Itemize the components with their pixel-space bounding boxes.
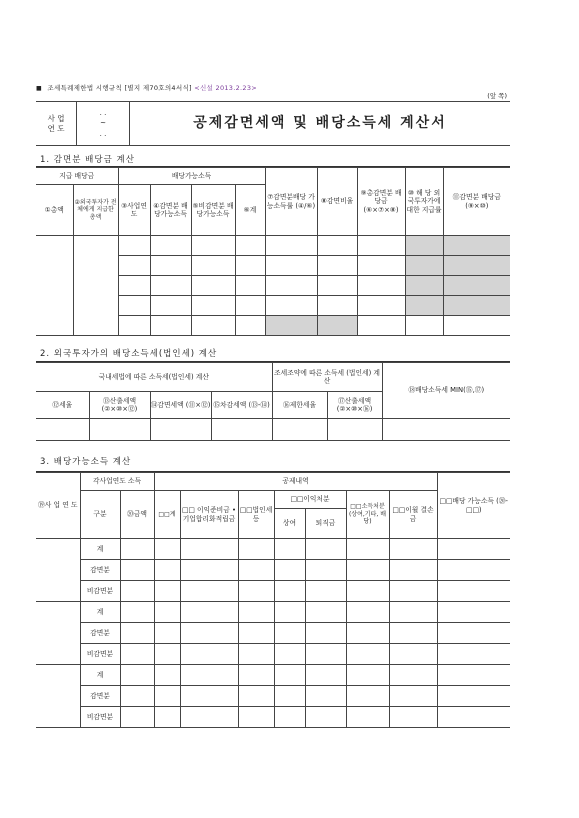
cell[interactable] bbox=[118, 276, 150, 296]
row-label: 계 bbox=[80, 539, 120, 560]
cell[interactable] bbox=[443, 316, 510, 336]
title-table bbox=[36, 101, 510, 146]
shaded-cell bbox=[405, 276, 443, 296]
cell[interactable] bbox=[265, 256, 317, 276]
date-tilde: ~ bbox=[100, 119, 106, 128]
cell[interactable] bbox=[317, 236, 357, 256]
cell[interactable] bbox=[154, 602, 180, 623]
col21-header: □□계 bbox=[154, 491, 180, 539]
cell[interactable] bbox=[180, 623, 238, 644]
cell[interactable] bbox=[120, 686, 154, 707]
document-title: 공제감면세액 및 배당소득세 계산서 bbox=[130, 102, 511, 146]
cell[interactable] bbox=[235, 276, 265, 296]
col9-header: ⑨총감면분 배당금 (⑥×⑦×⑧) bbox=[357, 168, 405, 236]
cell[interactable] bbox=[191, 236, 235, 256]
cell[interactable] bbox=[265, 276, 317, 296]
cell[interactable] bbox=[305, 560, 346, 581]
cell[interactable] bbox=[389, 623, 437, 644]
cell[interactable] bbox=[346, 707, 389, 728]
col27-header: □□이월 결손금 bbox=[389, 491, 437, 539]
cell[interactable] bbox=[238, 686, 274, 707]
retirement-header: 퇴직금 bbox=[305, 509, 346, 539]
col17-header: ⑰산출세액 (②×⑩×⑯) bbox=[327, 392, 382, 419]
section2-row bbox=[36, 419, 510, 441]
cell[interactable] bbox=[305, 602, 346, 623]
cell[interactable] bbox=[180, 686, 238, 707]
regulation-header bbox=[36, 83, 257, 92]
cell[interactable] bbox=[238, 602, 274, 623]
cell[interactable] bbox=[357, 236, 405, 256]
row-label: 비감면분 bbox=[80, 644, 120, 665]
cell[interactable] bbox=[150, 316, 191, 336]
revision-text: <신설 2013.2.23> bbox=[194, 84, 258, 92]
year-cell[interactable] bbox=[36, 602, 80, 665]
cell[interactable] bbox=[238, 560, 274, 581]
cell[interactable] bbox=[305, 581, 346, 602]
cell[interactable] bbox=[305, 686, 346, 707]
treaty-tax-header: 조세조약에 따른 소득세 (법인세) 계산 bbox=[272, 363, 382, 392]
cell[interactable] bbox=[437, 644, 510, 665]
table-row bbox=[36, 686, 510, 707]
col16-header: ⑯제한세율 bbox=[272, 392, 327, 419]
cell[interactable] bbox=[211, 419, 272, 441]
cell[interactable] bbox=[235, 256, 265, 276]
cell[interactable] bbox=[346, 623, 389, 644]
cell[interactable] bbox=[120, 602, 154, 623]
cell[interactable] bbox=[389, 644, 437, 665]
col23-header: □□법인세등 bbox=[238, 491, 274, 539]
shaded-cell bbox=[443, 256, 510, 276]
shaded-cell bbox=[405, 256, 443, 276]
cell[interactable] bbox=[120, 644, 154, 665]
row-label: 계 bbox=[80, 665, 120, 686]
cell[interactable] bbox=[317, 276, 357, 296]
table-row bbox=[36, 560, 510, 581]
cell[interactable] bbox=[346, 602, 389, 623]
year-cell[interactable] bbox=[36, 665, 80, 728]
cell[interactable] bbox=[120, 707, 154, 728]
cell[interactable] bbox=[389, 560, 437, 581]
square-icon: ■ bbox=[36, 85, 42, 92]
total-amount-cell[interactable] bbox=[36, 236, 73, 336]
payment-dividend-header: 지급 배당금 bbox=[36, 168, 118, 185]
col15-header: ⑮차감세액 (⑬-⑭) bbox=[211, 392, 272, 419]
page-indicator: (앞 쪽) bbox=[487, 92, 507, 100]
cell[interactable] bbox=[265, 296, 317, 316]
cell[interactable] bbox=[154, 644, 180, 665]
cell[interactable] bbox=[191, 316, 235, 336]
cell[interactable] bbox=[150, 276, 191, 296]
cell[interactable] bbox=[305, 707, 346, 728]
cell[interactable] bbox=[437, 623, 510, 644]
col26-header: □□소득처분 (상여,기타, 배 당) bbox=[346, 491, 389, 539]
table-row bbox=[36, 623, 510, 644]
category-header: 구분 bbox=[80, 491, 120, 539]
cell[interactable] bbox=[346, 686, 389, 707]
table-row bbox=[36, 581, 510, 602]
cell[interactable] bbox=[180, 560, 238, 581]
col7-header: ⑦감면분배당 가능소득률 (④/⑥) bbox=[265, 168, 317, 236]
col19-header: ⑲사 업 연 도 bbox=[36, 473, 80, 539]
cell[interactable] bbox=[238, 581, 274, 602]
profit-disposal-header: □□이익처분 bbox=[274, 491, 346, 509]
col10-header: ⑩ 해 당 외국투자가에 대한 지급률 bbox=[405, 168, 443, 236]
domestic-tax-header: 국내세법에 따른 소득세(법인세) 계산 bbox=[36, 363, 272, 392]
col11-header: ⑪감면분 배당금 (⑨×⑩) bbox=[443, 168, 510, 236]
cell[interactable] bbox=[265, 236, 317, 256]
cell[interactable] bbox=[180, 602, 238, 623]
date-to: . . bbox=[99, 129, 107, 138]
cell[interactable] bbox=[437, 686, 510, 707]
col28-header: □□배당 가능소득 (⑳-□□) bbox=[437, 473, 510, 539]
section2-table bbox=[36, 362, 510, 441]
cell[interactable] bbox=[180, 707, 238, 728]
row-label: 비감면분 bbox=[80, 581, 120, 602]
cell[interactable] bbox=[118, 236, 150, 256]
col4-header: ④감면분 배당가능소득 bbox=[150, 185, 191, 236]
cell[interactable] bbox=[274, 581, 305, 602]
shaded-cell bbox=[265, 316, 317, 336]
shaded-cell bbox=[443, 276, 510, 296]
cell[interactable] bbox=[120, 539, 154, 560]
table-row bbox=[36, 539, 510, 560]
cell[interactable] bbox=[238, 707, 274, 728]
regulation-text: 조세특례제한법 시행규칙 [별지 제70호의4서식] bbox=[47, 84, 192, 92]
cell[interactable] bbox=[235, 236, 265, 256]
row-label: 감면분 bbox=[80, 560, 120, 581]
col12-header: ⑫세율 bbox=[36, 392, 89, 419]
cell[interactable] bbox=[150, 419, 211, 441]
cell[interactable] bbox=[346, 539, 389, 560]
cell[interactable] bbox=[191, 296, 235, 316]
section2-heading: 2. 외국투자가의 배당소득세(법인세) 계산 bbox=[40, 349, 218, 359]
cell[interactable] bbox=[274, 539, 305, 560]
cell[interactable] bbox=[191, 256, 235, 276]
cell[interactable] bbox=[154, 539, 180, 560]
cell[interactable] bbox=[389, 686, 437, 707]
table-row bbox=[36, 707, 510, 728]
cell[interactable] bbox=[120, 560, 154, 581]
cell[interactable] bbox=[274, 644, 305, 665]
cell[interactable] bbox=[437, 665, 510, 686]
row-label: 비감면분 bbox=[80, 707, 120, 728]
cell[interactable] bbox=[180, 581, 238, 602]
cell[interactable] bbox=[305, 665, 346, 686]
section3-heading: 3. 배당가능소득 계산 bbox=[40, 457, 132, 467]
table-row bbox=[36, 665, 510, 686]
cell[interactable] bbox=[389, 539, 437, 560]
cell[interactable] bbox=[238, 539, 274, 560]
cell[interactable] bbox=[317, 296, 357, 316]
cell[interactable] bbox=[150, 256, 191, 276]
section1-table bbox=[36, 167, 510, 336]
cell[interactable] bbox=[120, 623, 154, 644]
col20-header: ⑳금액 bbox=[120, 491, 154, 539]
cell[interactable] bbox=[154, 665, 180, 686]
cell[interactable] bbox=[317, 256, 357, 276]
cell[interactable] bbox=[154, 623, 180, 644]
cell[interactable] bbox=[346, 665, 389, 686]
cell[interactable] bbox=[382, 419, 510, 441]
cell[interactable] bbox=[150, 236, 191, 256]
cell[interactable] bbox=[180, 539, 238, 560]
cell[interactable] bbox=[346, 560, 389, 581]
cell[interactable] bbox=[389, 707, 437, 728]
cell[interactable] bbox=[357, 316, 405, 336]
cell[interactable] bbox=[274, 707, 305, 728]
shaded-cell bbox=[443, 236, 510, 256]
cell[interactable] bbox=[36, 419, 89, 441]
cell[interactable] bbox=[346, 581, 389, 602]
date-from: . . bbox=[99, 108, 107, 117]
shaded-cell bbox=[405, 236, 443, 256]
deductions-header: 공제내역 bbox=[154, 473, 437, 491]
cell[interactable] bbox=[274, 602, 305, 623]
cell[interactable] bbox=[154, 707, 180, 728]
col6-header: ⑥계 bbox=[235, 185, 265, 236]
cell[interactable] bbox=[118, 256, 150, 276]
cell[interactable] bbox=[118, 296, 150, 316]
col1-header: ①총액 bbox=[36, 185, 73, 236]
section1-heading: 1. 감면분 배당금 계산 bbox=[40, 155, 135, 165]
cell[interactable] bbox=[346, 644, 389, 665]
cell[interactable] bbox=[150, 296, 191, 316]
distributable-income-header: 배당가능소득 bbox=[118, 168, 265, 185]
row-label: 감면분 bbox=[80, 623, 120, 644]
col8-header: ⑧감면비율 bbox=[317, 168, 357, 236]
cell[interactable] bbox=[357, 276, 405, 296]
cell[interactable] bbox=[305, 623, 346, 644]
year-cell[interactable] bbox=[36, 539, 80, 602]
row-label: 계 bbox=[80, 602, 120, 623]
cell[interactable] bbox=[274, 623, 305, 644]
section1-row bbox=[36, 236, 510, 256]
table-row bbox=[36, 602, 510, 623]
cell[interactable] bbox=[437, 581, 510, 602]
cell[interactable] bbox=[120, 665, 154, 686]
cell[interactable] bbox=[238, 665, 274, 686]
cell[interactable] bbox=[357, 256, 405, 276]
cell[interactable] bbox=[238, 644, 274, 665]
cell[interactable] bbox=[437, 602, 510, 623]
cell[interactable] bbox=[154, 560, 180, 581]
cell[interactable] bbox=[305, 539, 346, 560]
cell[interactable] bbox=[437, 707, 510, 728]
cell[interactable] bbox=[120, 581, 154, 602]
shaded-cell bbox=[443, 296, 510, 316]
cell[interactable] bbox=[274, 560, 305, 581]
cell[interactable] bbox=[154, 686, 180, 707]
cell[interactable] bbox=[327, 419, 382, 441]
table-row bbox=[36, 644, 510, 665]
cell[interactable] bbox=[389, 602, 437, 623]
cell[interactable] bbox=[437, 560, 510, 581]
foreign-total-cell[interactable] bbox=[73, 236, 118, 336]
shaded-cell bbox=[317, 316, 357, 336]
col5-header: ⑤비감면분 배당가능소득 bbox=[191, 185, 235, 236]
cell[interactable] bbox=[437, 539, 510, 560]
cell[interactable] bbox=[305, 644, 346, 665]
cell[interactable] bbox=[235, 296, 265, 316]
cell[interactable] bbox=[180, 644, 238, 665]
col14-header: ⑭감면세액 (⑪×⑫) bbox=[150, 392, 211, 419]
col13-header: ⑬산출세액 (②×⑩×⑫) bbox=[89, 392, 150, 419]
cell[interactable] bbox=[238, 623, 274, 644]
cell[interactable] bbox=[191, 276, 235, 296]
cell[interactable] bbox=[405, 316, 443, 336]
cell[interactable] bbox=[89, 419, 150, 441]
col3-header: ③사업연도 bbox=[118, 185, 150, 236]
cell[interactable] bbox=[272, 419, 327, 441]
cell[interactable] bbox=[389, 581, 437, 602]
row-label: 감면분 bbox=[80, 686, 120, 707]
bonus-header: 상여 bbox=[274, 509, 305, 539]
cell[interactable] bbox=[154, 581, 180, 602]
col22-header: □□ 이익준비금 • 기업합리화적립금 bbox=[180, 491, 238, 539]
cell[interactable] bbox=[274, 686, 305, 707]
cell[interactable] bbox=[389, 665, 437, 686]
col2-header: ②외국투자가 전체에게 지급한 총액 bbox=[73, 185, 118, 236]
section3-table bbox=[36, 472, 510, 728]
cell[interactable] bbox=[274, 665, 305, 686]
business-year-label: 사 업 연 도 bbox=[36, 102, 77, 146]
cell[interactable] bbox=[180, 665, 238, 686]
business-year-dates bbox=[77, 102, 130, 146]
shaded-cell bbox=[405, 296, 443, 316]
cell[interactable] bbox=[118, 316, 150, 336]
cell[interactable] bbox=[235, 316, 265, 336]
year-income-header: 각사업연도 소득 bbox=[80, 473, 154, 491]
cell[interactable] bbox=[357, 296, 405, 316]
col18-header: ⑱배당소득세 MIN(⑮,⑰) bbox=[382, 363, 510, 419]
